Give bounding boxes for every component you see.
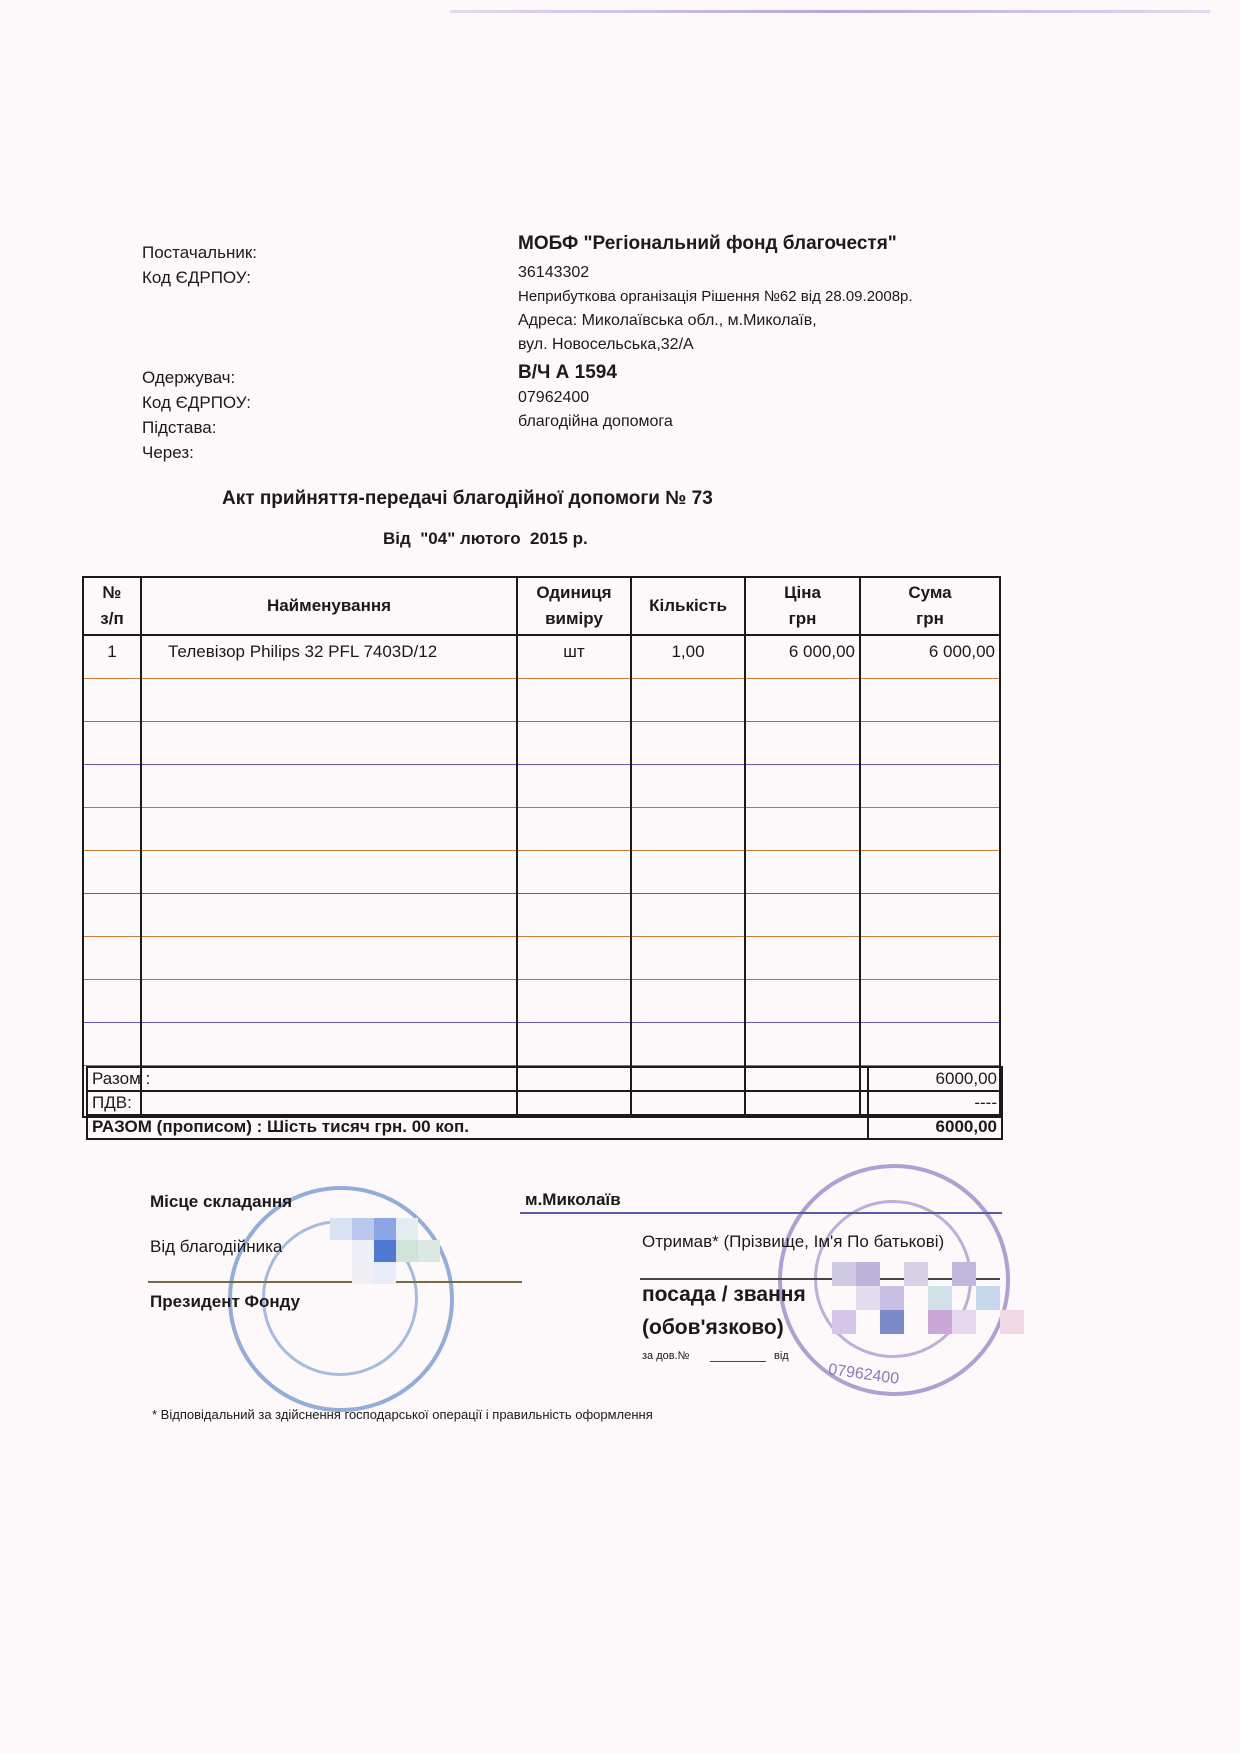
cell-empty [745, 808, 860, 851]
cell-empty [83, 851, 141, 894]
cell-empty [141, 722, 517, 765]
cell-empty [745, 765, 860, 808]
table-row-empty [83, 937, 1000, 980]
cell-empty [517, 937, 631, 980]
cell-empty [860, 679, 1000, 722]
subtotal-label: Разом : [87, 1067, 868, 1091]
supplier-name: МОБФ "Регіональний фонд благочестя" [518, 233, 897, 254]
cell-empty [141, 937, 517, 980]
proxy-label: за дов.№ [642, 1350, 690, 1362]
received-label: Отримав* (Прізвище, Ім'я По батькові) [642, 1232, 945, 1251]
total-value: 6000,00 [868, 1115, 1002, 1139]
subtotal-row [87, 1067, 1002, 1091]
cell-empty [141, 894, 517, 937]
cell-empty [745, 851, 860, 894]
proxy-line [710, 1361, 766, 1362]
proxy-from: від [774, 1350, 789, 1362]
cell-empty [83, 980, 141, 1023]
cell-empty [745, 679, 860, 722]
table-row-empty [83, 851, 1000, 894]
military-unit-seal-code: 07962400 [827, 1361, 901, 1388]
required-label: (обов'язково) [642, 1316, 784, 1339]
cell-empty [83, 722, 141, 765]
cell-empty [83, 765, 141, 808]
table-row-empty [83, 722, 1000, 765]
supplier-address-line2: вул. Новосельська,32/А [518, 336, 694, 353]
cell-empty [631, 894, 745, 937]
cell-qty: 1,00 [631, 635, 745, 679]
cell-empty [631, 851, 745, 894]
cell-empty [745, 1023, 860, 1066]
col-sum-header: Сума грн [860, 577, 1000, 635]
supplier-note: Неприбуткова організація Рішення №62 від 28.09.2008р. [518, 288, 913, 305]
cell-empty [860, 1023, 1000, 1066]
cell-empty [517, 679, 631, 722]
cell-empty [631, 679, 745, 722]
items-header-row [83, 577, 1000, 635]
cell-empty [83, 937, 141, 980]
donor-signature-redaction [330, 1218, 440, 1298]
recipient-code-label: Код ЄДРПОУ: [142, 393, 251, 412]
basis-label: Підстава: [142, 418, 217, 437]
col-num-header: № з/п [83, 577, 141, 635]
table-row [83, 635, 1000, 679]
totals-table [86, 1066, 1003, 1140]
cell-empty [517, 851, 631, 894]
vat-row [87, 1091, 1002, 1115]
subtotal-value: 6000,00 [868, 1067, 1002, 1091]
cell-empty [631, 937, 745, 980]
cell-empty [745, 894, 860, 937]
table-row-empty [83, 894, 1000, 937]
cell-empty [83, 894, 141, 937]
place-label: Місце складання [150, 1192, 293, 1211]
cell-empty [745, 937, 860, 980]
cell-empty [517, 765, 631, 808]
act-date: Від "04" лютого 2015 р. [383, 529, 588, 548]
vat-label: ПДВ: [87, 1091, 868, 1115]
cell-empty [745, 980, 860, 1023]
cell-empty [631, 765, 745, 808]
recipient-name: В/Ч А 1594 [518, 362, 617, 383]
cell-empty [631, 980, 745, 1023]
cell-empty [860, 808, 1000, 851]
vat-value: ---- [868, 1091, 1002, 1115]
cell-empty [860, 894, 1000, 937]
place-underline [520, 1212, 1002, 1214]
items-table [82, 576, 1001, 1118]
table-row-empty [83, 765, 1000, 808]
cell-empty [860, 851, 1000, 894]
supplier-address-line1: Адреса: Миколаївська обл., м.Миколаїв, [518, 312, 817, 329]
cell-empty [517, 894, 631, 937]
col-name-header: Найменування [141, 577, 517, 635]
cell-empty [141, 765, 517, 808]
president-label: Президент Фонду [150, 1292, 301, 1311]
cell-empty [517, 1023, 631, 1066]
total-label: РАЗОМ (прописом) : Шість тисяч грн. 00 коп. [87, 1115, 868, 1139]
cell-sum: 6 000,00 [860, 635, 1000, 679]
cell-empty [860, 937, 1000, 980]
position-label: посада / звання [642, 1283, 806, 1306]
cell-empty [517, 980, 631, 1023]
cell-empty [631, 808, 745, 851]
total-row [87, 1115, 1002, 1139]
act-title: Акт прийняття-передачі благодійної допомоги № 73 [222, 488, 713, 509]
cell-unit: шт [517, 635, 631, 679]
cell-price: 6 000,00 [745, 635, 860, 679]
table-row-empty [83, 679, 1000, 722]
cell-empty [141, 1023, 517, 1066]
cell-empty [745, 722, 860, 765]
col-unit-header: Одиниця виміру [517, 577, 631, 635]
col-price-header: Ціна грн [745, 577, 860, 635]
cell-empty [83, 808, 141, 851]
cell-empty [141, 851, 517, 894]
via-label: Через: [142, 443, 194, 462]
supplier-code: 36143302 [518, 264, 590, 281]
cell-empty [517, 808, 631, 851]
cell-empty [631, 722, 745, 765]
from-donor-label: Від благодійника [150, 1237, 283, 1256]
recipient-label: Одержувач: [142, 368, 236, 387]
basis-value: благодійна допомога [518, 413, 673, 430]
supplier-code-label: Код ЄДРПОУ: [142, 268, 251, 287]
table-row-empty [83, 980, 1000, 1023]
footnote: * Відповідальний за здійснення господарської операції і правильність оформлення [152, 1407, 653, 1422]
recipient-code: 07962400 [518, 389, 590, 406]
cell-empty [860, 765, 1000, 808]
cell-num: 1 [83, 635, 141, 679]
cell-empty [83, 679, 141, 722]
cell-empty [631, 1023, 745, 1066]
cell-empty [141, 980, 517, 1023]
cell-empty [517, 722, 631, 765]
scan-top-line [450, 10, 1210, 13]
supplier-label: Постачальник: [142, 243, 257, 262]
cell-empty [83, 1023, 141, 1066]
table-row-empty [83, 1023, 1000, 1066]
place-value: м.Миколаїв [525, 1190, 621, 1209]
cell-name: Телевізор Philips 32 PFL 7403D/12 [141, 635, 517, 679]
cell-empty [141, 808, 517, 851]
col-qty-header: Кількість [631, 577, 745, 635]
cell-empty [860, 980, 1000, 1023]
cell-empty [860, 722, 1000, 765]
recipient-signature-redaction [832, 1262, 1032, 1342]
table-row-empty [83, 808, 1000, 851]
cell-empty [141, 679, 517, 722]
